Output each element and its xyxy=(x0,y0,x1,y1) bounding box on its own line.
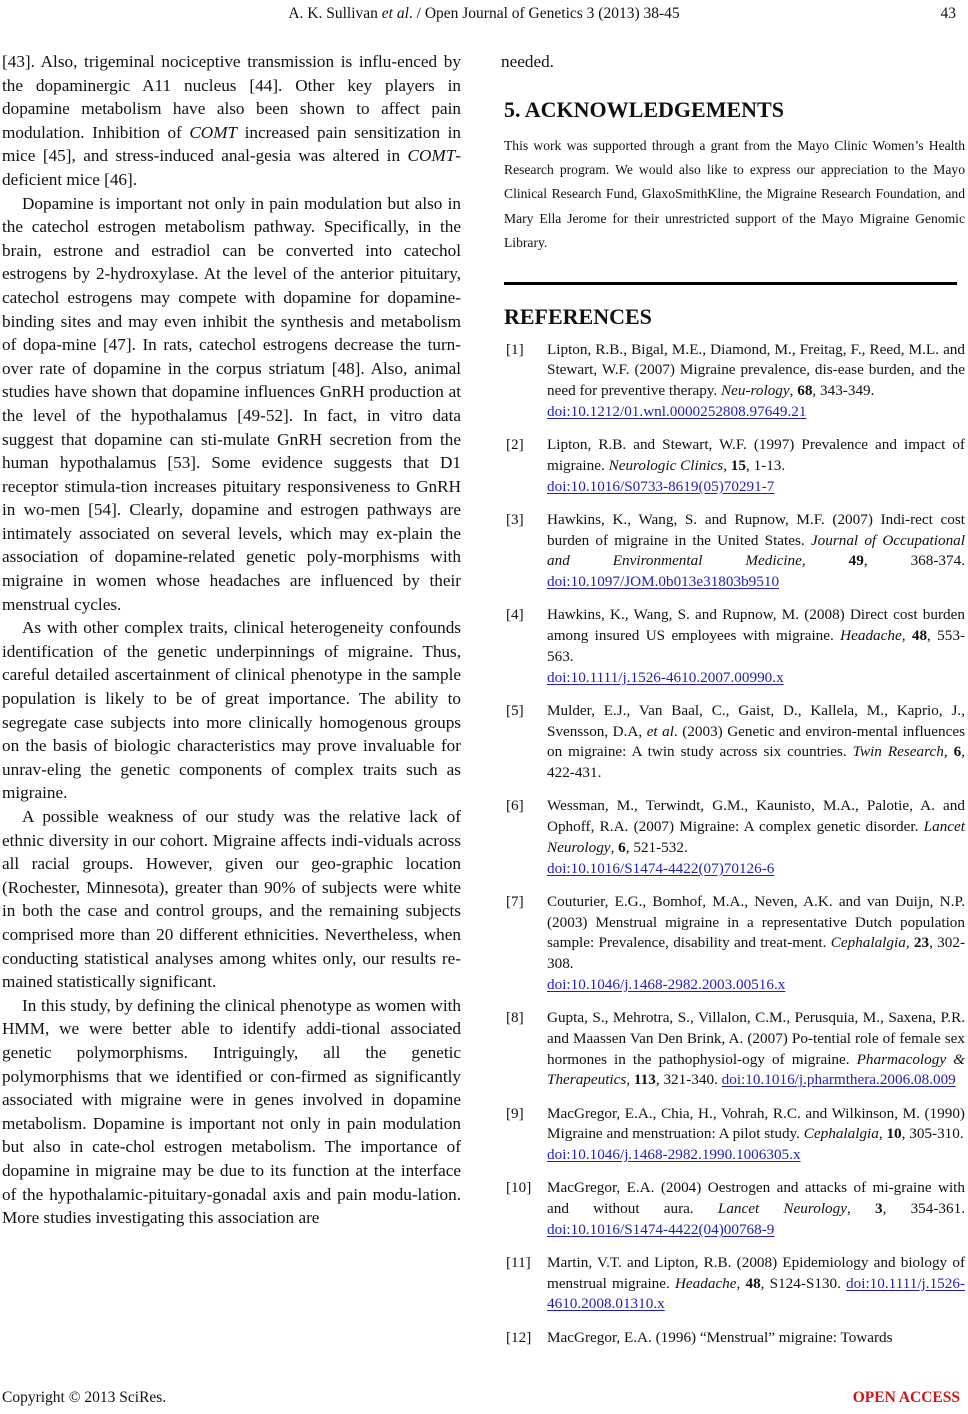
reference-sep: , xyxy=(610,838,619,856)
reference-journal: Lancet Neurology xyxy=(547,818,965,856)
reference-authors-title: MacGregor, E.A. (2004) Oestrogen and attacks of mi-graine with and without aura. xyxy=(547,1179,965,1217)
reference-text xyxy=(547,435,965,497)
reference-number: [3] xyxy=(506,510,524,528)
reference-item xyxy=(501,1008,965,1091)
copyright-notice: Copyright © 2013 SciRes. xyxy=(2,1389,167,1406)
continuation-text: needed. xyxy=(501,52,554,71)
reference-item xyxy=(501,1328,965,1349)
reference-pages: , 354-361. xyxy=(882,1199,965,1217)
reference-text xyxy=(547,1008,965,1091)
doi-link[interactable]: doi:10.1016/S0733-8619(05)70291-7 xyxy=(547,477,775,495)
reference-text xyxy=(547,1104,965,1166)
reference-number: [2] xyxy=(506,436,524,454)
reference-volume: 6 xyxy=(953,743,962,761)
reference-sep: , xyxy=(801,552,849,570)
reference-item xyxy=(501,510,965,593)
reference-volume: 48 xyxy=(911,627,928,645)
reference-item xyxy=(501,605,965,688)
reference-number: [1] xyxy=(506,340,524,358)
page-number: 43 xyxy=(940,5,956,22)
reference-pages: , S124-S130. xyxy=(760,1274,847,1292)
doi-link[interactable]: doi:10.1016/S1474-4422(07)70126-6 xyxy=(547,859,775,877)
reference-journal: Neurologic Clinics xyxy=(608,456,724,474)
reference-item xyxy=(501,701,965,784)
running-title-etal: et al xyxy=(381,5,409,22)
reference-sep: , xyxy=(789,382,798,400)
reference-text xyxy=(547,892,965,996)
reference-text xyxy=(547,1253,965,1315)
reference-journal: Twin Research xyxy=(852,743,944,761)
reference-number: [7] xyxy=(506,892,524,910)
reference-authors-title: MacGregor, E.A. (1996) “Menstrual” migraine: Towards xyxy=(547,1328,893,1346)
reference-pages: , 321-340. xyxy=(655,1071,722,1089)
open-access-badge: OPEN ACCESS xyxy=(852,1389,960,1406)
paragraph-4: A possible weakness of our study was the relative lack of ethnic diversity in our cohort. Migraine affects indi-viduals across all racial groups. However, given our geo-graphic location (Rochester, Minnesota), greater than 90% of subjects were white in both the case and control groups, and the remaining subjects comprised more than 20 different ethnicities. Nevertheless, when conducting statistical analyses among whites only, our results re-mained statistically significant. xyxy=(2,807,461,992)
reference-pages: , 553-563. xyxy=(547,627,966,665)
reference-pages: , 521-532. xyxy=(625,838,688,856)
reference-authors-title: Gupta, S., Mehrotra, S., Villalon, C.M., Perusquia, M., Saxena, P.R. and Maassen Van Den Brink, A. (2007) Po-tential role of female sex hormones in the pathophysiol-ogy of migraine. xyxy=(547,1009,965,1068)
reference-item xyxy=(501,796,965,879)
reference-list xyxy=(501,340,965,1349)
doi-link[interactable]: doi:10.1111/j.1526-4610.2008.01310.x xyxy=(547,1274,966,1313)
reference-item xyxy=(501,1104,965,1166)
reference-title: . (2003) Genetic and environ-mental influences on migraine: A twin study across six countries. xyxy=(547,722,965,761)
reference-authors-title: Hawkins, K., Wang, S. and Rupnow, M.F. (2007) Indi-rect cost burden of migraine in the United States. xyxy=(547,510,965,549)
doi-link[interactable]: doi:10.1212/01.wnl.0000252808.97649.21 xyxy=(547,403,807,421)
reference-text xyxy=(547,605,965,688)
reference-sep: , xyxy=(846,1199,875,1217)
reference-number: [4] xyxy=(506,606,524,624)
reference-volume: 15 xyxy=(730,456,746,474)
doi-link[interactable]: doi:10.1046/j.1468-2982.1990.1006305.x xyxy=(547,1146,801,1164)
reference-item xyxy=(501,435,965,497)
acknowledgements-text: This work was supported through a grant from the Mayo Clinic Women’s Health Research program. We would also like to express our appreciation to the Mayo Clinical Research Fund, GlaxoSmithKline, the Migraine Research Foundation, and Mary Ella Jerome for their unrestricted support of the Mayo Migraine Genomic Library. xyxy=(504,137,965,251)
reference-pages: , 1-13. xyxy=(745,456,786,474)
reference-pages: , 305-310. xyxy=(901,1125,964,1143)
reference-volume: 49 xyxy=(848,552,864,570)
reference-number: [11] xyxy=(506,1253,531,1271)
reference-number: [12] xyxy=(506,1328,532,1346)
reference-pages: , 343-349. xyxy=(812,382,875,400)
reference-journal: Headache xyxy=(674,1274,737,1292)
reference-sep: , xyxy=(901,627,912,645)
paragraph-1 xyxy=(2,50,461,192)
reference-text xyxy=(547,1178,965,1240)
footer xyxy=(0,1387,968,1409)
reference-text xyxy=(547,510,965,593)
reference-volume: 10 xyxy=(886,1125,902,1143)
reference-pages: , 368-374. xyxy=(863,552,965,570)
reference-sep: , xyxy=(943,743,954,761)
left-column xyxy=(2,50,461,1230)
reference-item xyxy=(501,1253,965,1315)
reference-etal: et al xyxy=(646,722,674,740)
reference-item xyxy=(501,340,965,423)
doi-link[interactable]: doi:10.1046/j.1468-2982.2003.00516.x xyxy=(547,975,786,993)
doi-link[interactable]: doi:10.1016/S1474-4422(04)00768-9 xyxy=(547,1220,775,1238)
paragraph-3: As with other complex traits, clinical heterogeneity confounds identification of the genetic underpinnings of migraine. Thus, careful detailed ascertainment of clinical phenotype in the sample population is likely to be of great importance. The ability to segregate case subjects into more clinically homogenous groups on the basis of biologic characteristics may prove invaluable for unrav-eling the genetic components of complex traits such as migraine. xyxy=(2,618,461,803)
reference-journal: Cephalalgia xyxy=(803,1125,879,1143)
running-title xyxy=(0,2,968,26)
reference-text xyxy=(547,796,965,879)
reference-authors-title: Couturier, E.G., Bomhof, M.A., Neven, A.K. and van Duijn, N.P. (2003) Menstrual migraine in a representative Dutch population sample: Prevalence, disability and treat-ment. xyxy=(547,892,965,952)
references-heading: REFERENCES xyxy=(504,303,652,329)
reference-journal: Neu-rology xyxy=(721,382,790,400)
reference-number: [5] xyxy=(506,701,524,719)
reference-volume: 6 xyxy=(618,838,626,856)
reference-authors-title: Martin, V.T. and Lipton, R.B. (2008) Epidemiology and biology of menstrual migraine. xyxy=(547,1253,965,1292)
paragraph-2: Dopamine is important not only in pain modulation but also in the catechol estrogen metabolism pathway. Specifically, in the brain, estrone and estradiol can be converted into catechol estrogens by 2-hydroxylase. At the level of the anterior pituitary, catechol estrogens may compete with dopamine for dopamine-binding sites and may even inhibit the synthesis and metabolism of dopa-mine [47]. In rats, catechol estrogens decrease the turn-over rate of dopamine in the corpus striatum [48]. Also, animal studies have shown that dopamine influences GnRH production at the level of the hypothalamus [49-52]. In fact, in vitro data suggest that dopamine can sti-mulate GnRH secretion from the human hypothalamus [53]. Some evidence suggests that D1 receptor stimula-tion increases pituitary responsiveness to GnRH in wo-men [54]. Clearly, dopamine and estrogen pathways are intimately associated on several levels, which may ex-plain the association of dopamine-related genetic poly-morphisms with migraine in women whose headaches are influenced by their menstrual cycles. xyxy=(2,193,461,614)
reference-number: [6] xyxy=(506,797,524,815)
reference-journal: Cephalalgia xyxy=(830,934,906,952)
running-title-authors: A. K. Sullivan xyxy=(288,5,382,22)
reference-number: [9] xyxy=(506,1104,524,1122)
text-run: -deficient mice [46]. xyxy=(2,146,461,189)
paragraph-5: In this study, by defining the clinical phenotype as women with HMM, we were better able to identify addi-tional associated genetic polymorphisms. Intriguingly, all the genetic polymorphisms that we identified or con-firmed as significantly associated with migraine were in genes involved in dopamine metabolism. Dopamine is important not only in pain modulation but also in cate-chol estrogen metabolism. The importance of dopamine in migraine may be due to its function at the interface of the hypothalamic-pituitary-gonadal axis and pain modu-lation. More studies investigating this association are xyxy=(2,995,461,1228)
reference-text xyxy=(547,1328,965,1349)
reference-journal: Lancet Neurology xyxy=(717,1199,847,1217)
reference-text xyxy=(547,701,965,784)
reference-item xyxy=(501,1178,965,1240)
reference-authors-title: MacGregor, E.A., Chia, H., Vohrah, R.C. and Wilkinson, M. (1990) Migraine and menstruation: A pilot study. xyxy=(547,1104,965,1143)
reference-sep: , xyxy=(723,456,731,474)
gene-name: COMT xyxy=(407,146,456,166)
reference-authors-title: Lipton, R.B., Bigal, M.E., Diamond, M., Freitag, F., Reed, M.L. and Stewart, W.F. (2007) Migraine prevalence, dis-ease burden, and the need for preventive therapy. xyxy=(547,340,965,400)
reference-item xyxy=(501,892,965,996)
reference-authors-title: Mulder, E.J., Van Baal, C., Gaist, D., Kallela, M., Kaprio, J., Svensson, D.A, xyxy=(547,701,965,740)
reference-sep: , xyxy=(626,1071,634,1089)
reference-volume: 48 xyxy=(745,1274,761,1292)
reference-sep: , xyxy=(905,934,914,952)
reference-journal: Headache xyxy=(840,627,902,645)
running-header xyxy=(0,2,968,26)
reference-pages: , 422-431. xyxy=(547,743,966,782)
doi-link[interactable]: doi:10.1111/j.1526-4610.2007.00990.x xyxy=(547,668,784,686)
text-run: [43]. Also, trigeminal nociceptive transmission is influ-enced by the dopaminergic A11 nucleus [44]. Other key players in dopamine metabolism have also been shown to affect pain modulation. Inhibition of xyxy=(2,52,461,142)
right-column xyxy=(501,50,965,1361)
section-divider xyxy=(504,282,957,285)
reference-journal: Pharmacology & Therapeutics xyxy=(547,1050,965,1089)
reference-volume: 113 xyxy=(633,1071,656,1089)
doi-link[interactable]: doi:10.1097/JOM.0b013e31803b9510 xyxy=(547,573,780,591)
reference-journal: Journal of Occupational and Environmental Medicine xyxy=(547,531,965,570)
reference-authors-title: Lipton, R.B. and Stewart, W.F. (1997) Prevalence and impact of migraine. xyxy=(547,436,965,474)
running-title-journal: . / Open Journal of Genetics 3 (2013) 38-45 xyxy=(408,5,680,22)
text-run: increased pain sensitization in mice [45], and stress-induced anal-gesia was altered in xyxy=(2,122,461,166)
reference-sep: , xyxy=(878,1125,887,1143)
reference-number: [10] xyxy=(506,1179,532,1197)
reference-text xyxy=(547,340,965,423)
gene-name: COMT xyxy=(189,122,238,142)
doi-link[interactable]: doi:10.1016/j.pharmthera.2006.08.009 xyxy=(721,1071,956,1089)
reference-pages: , 302-308. xyxy=(547,934,965,973)
reference-authors-title: Wessman, M., Terwindt, G.M., Kaunisto, M.A., Palotie, A. and Ophoff, R.A. (2007) Migraine: A complex genetic disorder. xyxy=(547,797,965,836)
reference-number: [8] xyxy=(506,1009,524,1027)
reference-volume: 68 xyxy=(797,382,813,400)
reference-authors-title: Hawkins, K., Wang, S. and Rupnow, M. (2008) Direct cost burden among insured US employees with migraine. xyxy=(547,606,965,645)
acknowledgements-heading: 5. ACKNOWLEDGEMENTS xyxy=(504,96,784,122)
reference-volume: 23 xyxy=(913,934,930,952)
reference-sep: , xyxy=(736,1274,746,1292)
reference-volume: 3 xyxy=(874,1199,883,1217)
